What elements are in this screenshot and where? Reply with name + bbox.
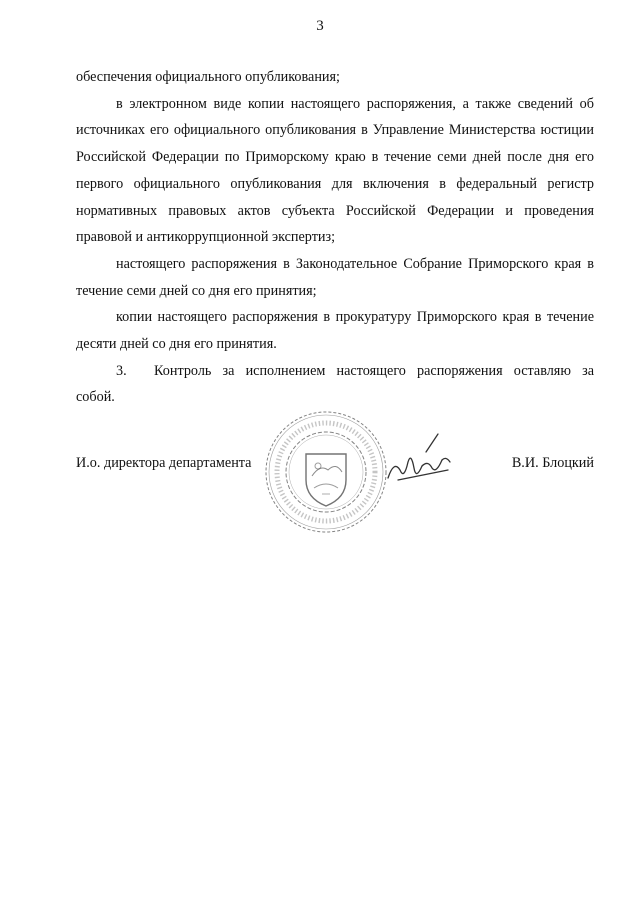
paragraph-electronic-copy: в электронном виде копии настоящего распоряжения, а также сведений об источниках его официального опубликования в Управление Министерства юстиции Российской Федерации по Приморскому краю в течение семи дней после дня его первого официального опубликования для включения в федеральный регистр нормативных правовых актов субъекта Российской Федерации и проведения правовой и антикоррупционной экспертиз;: [76, 95, 594, 246]
page-number: 3: [316, 18, 324, 34]
item-text-continuation: собой.: [76, 389, 115, 406]
signatory-name: В.И. Блоцкий: [511, 455, 594, 471]
item-3: [76, 358, 594, 385]
paragraph-prosecutor-office: копии настоящего распоряжения в прокуратуру Приморского края в течение десяти дней со дня его принятия.: [76, 309, 594, 353]
paragraph-continuation: обеспечения официального опубликования;: [76, 69, 340, 85]
official-seal-stamp: [262, 408, 390, 536]
document-body: [76, 64, 594, 411]
signatory-title: И.о. директора департамента: [76, 455, 252, 471]
handwritten-signature: [378, 430, 458, 500]
item-text: Контроль за исполнением настоящего распоряжения оставляю за: [154, 362, 594, 379]
item-number: 3.: [116, 362, 127, 379]
paragraph-legislative-assembly: настоящего распоряжения в Законодательное Собрание Приморского края в течение семи дней со дня его принятия;: [76, 255, 594, 299]
